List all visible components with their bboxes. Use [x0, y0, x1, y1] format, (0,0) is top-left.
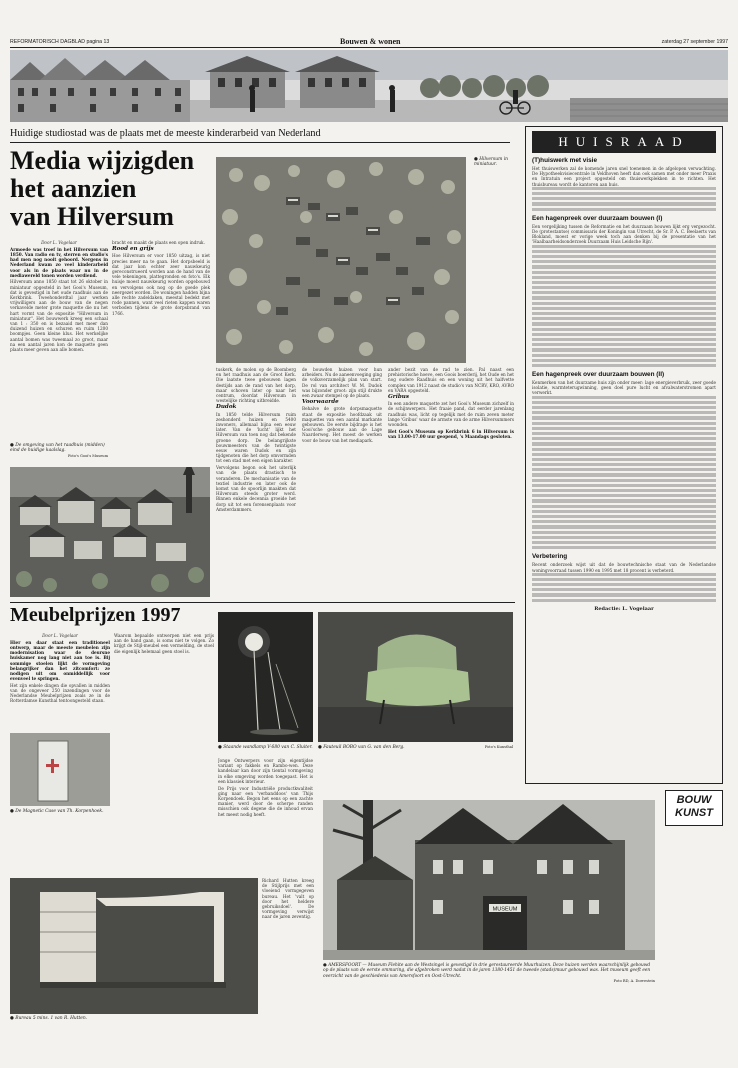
- huisraad-sec3-body: Kenmerken van het duurzame huis zijn onder meer: lage energieverbruik, zeer goede isolatie, warmteterugwinning, geen doel pure lucht en afvalwaterstromen apart verwerkt.: [532, 380, 716, 396]
- subhead-dudok: Dudok: [216, 404, 237, 411]
- article1-body6: Vervolgens begon ook het uiterlijk van de plaats drastisch te veranderen. De mechanisatie van de textiel industrie en later ook de komst van de spoorlijn maakten dat Hilversum steeds groter werd. Binnen enkele decennia groeide het dorp uit tot een forensenplaats voor Amsterdammers.: [216, 465, 296, 512]
- article1-body3: Hoe Hilversum er voor 1850 uitzag, is niet precies meer na te gaan. Het dorpsbeeld is dat jaar kon echter zeer nauwkeurig gereconstrueerd worden aan de hand van de vele tekeningen, plattegronden en foto's. Elk huisje moest nauwkeurig worden opgebouwd en vervolgens ook nog op de goede plek neergezet worden. De woningen hadden bijna alle rechte zadeldaken, meestal bedekt met rode pannen, want veel rieten kappen waren verboden tijdens de grote dorpsbrand van 1766.: [112, 253, 210, 316]
- huisraad-sec4-title: Verbetering: [532, 553, 568, 561]
- article2-body1: Het zijn enkele dingen die opvallen in midden van de ongeveer 250 inzendingen voor de Nederlandse Meubelprijzen zoals ze in de Rotterdamse Kunsthal tentoongesteld staan.: [10, 682, 110, 704]
- huisraad-sec3-title: Een hagenpreek over duurzaam bouwen (II): [532, 371, 665, 379]
- huisraad-logo: HUISRAAD: [532, 131, 716, 153]
- bobo-chair-photo: [318, 612, 513, 742]
- credit-kunsthal: Foto's Kunsthal: [484, 745, 513, 749]
- article1-col4: [302, 367, 382, 597]
- article2-col4: [262, 878, 314, 1008]
- article1-body8: Behalve de grote dorpsmaquette staat de expositie hoofdzaak uit maquettes van een aantal markante gebouwen. De eerste bijdrage is het Gooi'sche gebouw aan de Lage Naarderweg. Het moest de werken voor de bouw van het mediapark.: [302, 406, 382, 443]
- museum-flehite-photo: [323, 800, 655, 960]
- chair-drawing: [318, 612, 513, 742]
- subhead-rood-en-grijs: Rood en grijs: [112, 246, 154, 253]
- article1-col1: [10, 240, 108, 440]
- museum-drawing: [323, 800, 655, 960]
- article1-col5: [388, 367, 514, 597]
- caption-raadhuis-text: De omgeving van het raadhuis (midden) eind de huidige kaalslag.: [10, 443, 105, 454]
- article1-title: [10, 147, 205, 231]
- header-paper-name: REFORMATORISCH DAGBLAD pagina 13: [10, 39, 110, 45]
- title-line-1: Media wijzigden: [10, 146, 195, 175]
- article2-body3: Jonge Ontwerpers voor zijn eigentijdse variant op fakkels en Rambo-wen. Deze kandelaar kan door zijn tiental vormgeving in elke omgeving worden toegepast. Het is een klassiek interieur.: [218, 758, 313, 784]
- caption-desk: [10, 1016, 258, 1021]
- article1-body10: In een andere maquette zet het Gooi's Museum zichzelf in de schijnwerpers. Het fraaie pand, dat eerder jarenlang raadhuis was, licht op tegelijk met de ruim zeven meter lange 'Gribus' waar de armste van de arme Hilversummers woonden.: [388, 401, 514, 428]
- caption-chair: [318, 745, 513, 750]
- article1-byline: Door L. Vogelaar: [41, 240, 77, 245]
- desk-drawing: [10, 878, 258, 1014]
- article2-lead: Hier en daar staat een traditioneel ontwerp, maar de meeste meubelen zijn modernisation waar de deursne huiskamer nog lang niet aan toe is. Bij sommige stoelen lijkt de vormgeving belangrijker dan het zitcomfort: ze nodigen uit om onmiddellijk voor evenveel te springen.: [10, 639, 110, 682]
- article1-info: Het Gooi's Museum op Kerkbrink 6 in Hilversum is van 13.00-17.00 uur geopend, 's Maandags gesloten.: [388, 428, 514, 439]
- bullet-icon: ●: [323, 963, 329, 968]
- bullet-icon: ●: [10, 809, 16, 814]
- article2-body2: Waarom bepaalde ontwerpen niet een prijs aan de hand gaan, is soms niet te volgen. Zo krijgt de Stijl-meubel een vermelding, de stoel die eigenlijk helemaal geen stoel is.: [114, 633, 214, 654]
- bouwkunst-credit: Foto RD, A. Dorrestein: [613, 979, 655, 984]
- caption-magnetic-case-text: De Magnetic Case van Th. Korpenhoek.: [15, 809, 104, 814]
- article1-kicker: Huidige studiostad was de plaats met de meeste kinderarbeid van Nederland: [10, 128, 321, 139]
- caption-miniature-text: Hilversum in miniatuur.: [474, 157, 508, 168]
- article1-body9: ander bezit van de rad te zien. Pal naast een prehistorische hoeve, een Goois boerderij, het Oude en het nog oudere Raadhuis en een woning uit het halfvette complex van 1912 naast de studio's van NCRV, KRO, AVRO en VARA opgesteld.: [388, 367, 514, 393]
- article2-col2: [114, 633, 214, 878]
- caption-chair-text: Fauteuil BOBO van G. van den Berg.: [323, 745, 405, 750]
- caption-magnetic-case: [10, 809, 110, 814]
- header-section: Bouwen & wonen: [340, 37, 401, 46]
- article2-title: Meubelprijzen 1997: [10, 604, 181, 626]
- huisraad-redactie: Redactie: L. Vogelaar: [594, 605, 654, 612]
- article2-body5: Richard Hutten kreeg de Stijlprijs met een vloeiend vormgegeven bureau. Het 'valt op door het heldere gebruiksdoel'. De vormgeving verwijst naar de jaren zeventig.: [262, 878, 314, 920]
- article2-col3: [218, 758, 313, 876]
- banner-illustration: [10, 50, 728, 122]
- bouwkunst-caption: [323, 963, 655, 985]
- museum-sign: MUSEUM: [492, 906, 518, 913]
- huisraad-sec4-body: Recent onderzoek wijst uit dat de bouwtechnische staat van de Nederlandse woningvoorraad tussen 1990 en 1995 met 18 procent is verbeterd.: [532, 562, 716, 573]
- maquette-aerial-drawing: [216, 157, 466, 363]
- hutten-desk-photo: [10, 878, 258, 1014]
- article2-col1: [10, 633, 110, 728]
- article1-col3: [216, 367, 296, 597]
- header-date: zaterdag 27 september 1997: [661, 39, 728, 45]
- huisraad-sec1-body: Het thuiswerken zal de komende jaren snel toenemen in de afgelopen verwachting. De Hypotheekvisiecentrale in Veldhoven heeft dan ook samen met onder meer Praxis en Intratuin een project opgesteld om thuiswerkplekken in te richten. Het thuisbureau wordt de kantoren aan huis.: [532, 166, 716, 187]
- kicker-rule: [10, 142, 510, 143]
- banner-drawing: [10, 50, 728, 122]
- subhead-voorwaarde: Voorwaarde: [302, 399, 339, 406]
- maquette-photo-village: [10, 467, 210, 597]
- huisraad-sec1-title: (T)huiswerk met visie: [532, 157, 597, 164]
- article1-body2: bracht en maakt de plaats een open indruk.: [112, 240, 205, 245]
- lamp-drawing: [218, 612, 313, 742]
- title-line-3: van Hilversum: [10, 202, 174, 231]
- huisraad-box: [525, 126, 723, 784]
- article1-lead: Armoede was troef in het Hilversum van 1850. Van radio en tv, sterren en studio's had men nog nooit gehoord. Nergens in Nederland kwam zo veel kinderarbeid voor als in de plaats waar nu in de mediawereld tonen worden verdiend.: [10, 246, 108, 278]
- bouwkunst-logo-l2: KUNST: [675, 807, 713, 819]
- caption-lamp-text: Staande wandlamp V-680 van C. Sluiter.: [223, 745, 313, 750]
- bouwkunst-caption-text: AMERSFOORT — Museum Flehite aan de Westsingel is gevestigd in drie gerestaureerde Muurhuizen. Deze huizen werden waarschijnlijk gebouwd op de plaats van de eerste ommuring, die afgebroken werd nadat in de jaren 1380-1451 de tweede (stads)muur gebouwd was. Het museum geeft een overzicht van de geschiedenis van Amersfoort en Oost-Utrecht.: [323, 963, 651, 979]
- cabinet-drawing: [10, 733, 110, 806]
- caption-lamp: [218, 745, 313, 750]
- huisraad-sec2-title: Een hagenpreek over duurzaam bouwen (I): [532, 214, 663, 222]
- bullet-icon: ●: [218, 745, 224, 750]
- maquette-photo-large: [216, 157, 466, 363]
- huisraad-sec2-body: Een vergelijking tussen de Reformatie en het duurzaam bouwen lijkt erg vergezocht. De (protestantse) commissaris der Koningin van Utrecht, de Sr. P. A. C. Beelaerts van Blokland, moest er vorige week toch aan denken bij de presentatie van het 'Haalbaarheidsonderzoek Duurzaam Huis Leidsche Rijn'.: [532, 223, 716, 245]
- title-line-2: het aanzien: [10, 174, 137, 203]
- bullet-icon: ●: [318, 745, 324, 750]
- subhead-gribus: Gribus: [388, 394, 409, 401]
- bullet-icon: ●: [10, 443, 16, 448]
- article1-body5: In 1850 telde Hilversum ruim zeshonderd huizen en 5400 inwoners, allemaal bijna een eeuw later. Van de 'lucht' lijkt het Hilversum van toen nog dat bekende groene dorp. De belangrijkste bouwmeesters van de twintigste eeuw waren Dudok en zijn tijdgenoten die het dorp omvormden tot een stad met een eigen karakter.: [216, 411, 296, 464]
- bouwkunst-logo-l1: BOUW: [676, 794, 712, 806]
- village-drawing: [10, 467, 210, 597]
- article2-body4: De Prijs voor Industriële productkwaliteit ging naar een 'verbanddoos' van Thijs Korpendoek. Begon het eens op een zachte manier, werd door de scherpe randen misschien ook degene die de inhoud ervan het meest nodig heeft.: [218, 785, 313, 817]
- credit-gooi: Foto's Gooi's Museum: [67, 453, 108, 458]
- article1-body1: Hilversum anno 1850 staat tot 26 oktober in miniatuur opgesteld in het Gooi's Museum, dat is gevestigd in het oude raadhuis aan de Kerkbrink. Tweehonderdtal jaar werken vrijwilligers aan de bouw van de negen verkavelde meter grote maquette die nu het hart vormt van de expositie "Hilversum in miniatuur". Het bouwwerk kreeg een schaal van 1 : 350 en is bezaaid met meer dan duizend huizen en schuren en ruim 1200 boompjes. Geen kleine klus. Het werkelijke aantal bomen was tweemaal zo groot, maar na een aantal jaren kon de maquette geen plaats meer geven aan alle bomen.: [10, 279, 108, 353]
- article2-top-rule: [10, 602, 515, 603]
- magnetic-case-photo: [10, 733, 110, 806]
- article2-byline: Door L. Vogelaar: [42, 633, 78, 638]
- article1-col2: [112, 240, 210, 470]
- article1-body4: tuskerk, de molen op de Boomberg en het raadhuis aan de Groot Kerk. Die laatste twee gebouwen lagen destijds aan de rand van het dorp, maar schoven later op naar het centrum, doordat Hilversum in westelijke richting uitbreidde.: [216, 367, 296, 404]
- bullet-icon: ●: [474, 157, 480, 162]
- floor-lamp-photo: [218, 612, 313, 742]
- bouwkunst-logo: [665, 790, 723, 826]
- photo-caption-miniature: [474, 157, 514, 168]
- caption-desk-text: Bureau 5 mins. 1 van R. Hutten.: [15, 1016, 88, 1021]
- photo-caption-raadhuis: [10, 443, 108, 459]
- article1-body7: de bouwden huizen voor hun arbeiders. Nu de aaneenvoeging ging de volksverzamelijk plan van start. De rol van architect W. M. Dudok was bijzonder groot: zijn stijl drukte een zwaar stempel op de plaats.: [302, 367, 382, 399]
- page-header-bar: [10, 38, 728, 48]
- bullet-icon: ●: [10, 1016, 16, 1021]
